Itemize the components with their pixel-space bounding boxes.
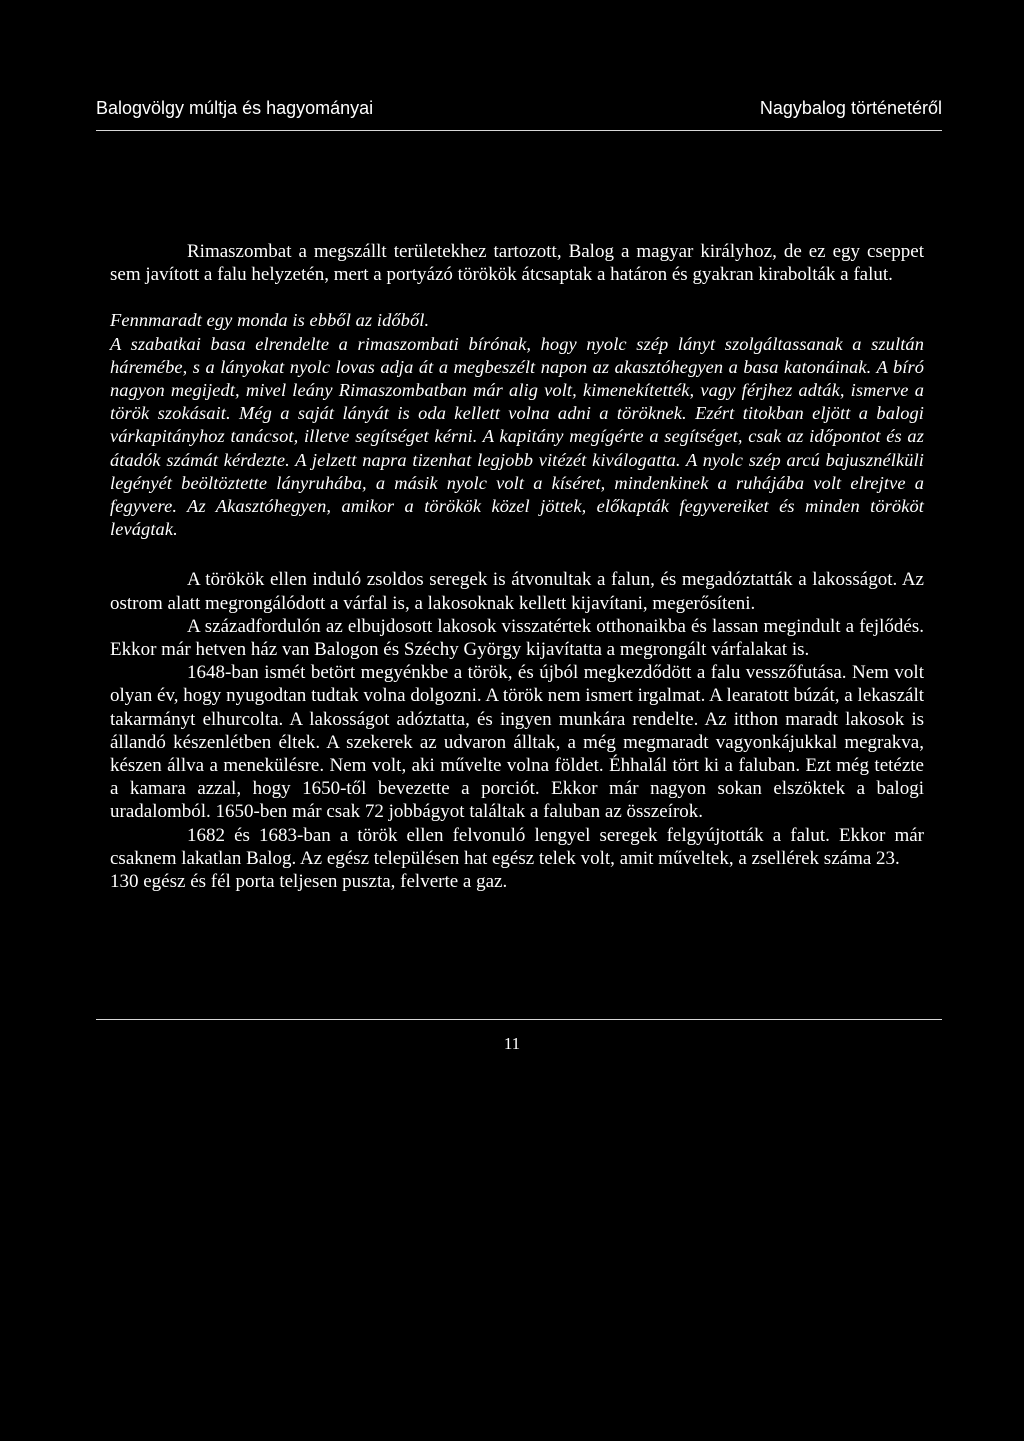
paragraph-1648: 1648-ban ismét betört megyénkbe a török, és újból megkezdődött a falu vesszőfutása. Nem volt olyan év, hogy nyugodtan tudtak volna dolgozni. A török nem ismert irgalmat. A learatott búzát, a lekaszált takarmányt elhurcolta. A lakosságot adóztatta, és ingyen munkára rendelte. Az itthon maradt lakosok is állandó készenlétben éltek. A szekerek az udvaron álltak, a még megmaradt vagyonkájukkal megrakva, készen állva a menekülésre. Nem volt, aki művelte volna földet. Éhhalál tört ki a faluban. Ezt még tetézte a kamara azzal, hogy 1650-től bevezette a porciót. Ekkor már nagyon sokan elszöktek a balogi uradalomból. 1650-ben már csak 72 jobbágyot találtak a faluban az összeírok. [110, 662, 924, 823]
paragraph-occupation: Rimaszombat a megszállt területekhez tartozott, Balog a magyar királyhoz, de ez egy cseppet sem javított a falu helyzetén, mert a portyázó törökök átcsaptak a határon és gyakran kirabolták a falut. [110, 241, 924, 286]
page-number: 11 [503, 1034, 521, 1053]
page-body [110, 240, 924, 893]
legend-text: A szabatkai basa elrendelte a rimaszombati bírónak, hogy nyolc szép lányt szolgáltassanak a szultán háremébe, s a lányokat nyolc lovas adja át a megbeszélt napon az akasztóhegyen a basa katonáinak. A bíró nagyon megijedt, mivel leány Rimaszombatban már alig volt, kimenekítették, vagy férjhez adták, ismerve a török szokásait. Még a saját lányát is oda kellett volna adni a töröknek. Ezért titokban eljött a balogi várkapitányhoz tanácsot, illetve segítséget kérni. A kapitány megígérte a segítséget, csak az időpontot és az átadók számát kérdezte. A jelzett napra tizenhat legjobb vitézét kiválogatta. A nyolc szép arcú bajusznélküli legényét beöltöztette lányruhába, a másik nyolc volt a kíséret, mindenkinek a ruhájába volt elrejtve a fegyvere. Az Akasztóhegyen, amikor a törökök közel jöttek, előkapták fegyvereiket és minden törököt levágtak. [110, 333, 924, 540]
header-chapter-title: Nagybalog történetéről [759, 98, 942, 118]
footer-divider [96, 1019, 942, 1020]
paragraph-turn-of-century: A századfordulón az elbujdosott lakosok visszatértek otthonaikba és lassan megindult a fejlődés. Ekkor már hetven ház van Balogon és Széchy György kijavítatta a megrongált várfalakat is. [110, 615, 924, 661]
paragraph-mercenaries: A törökök ellen induló zsoldos seregek is átvonultak a falun, és megadóztatták a lakosságot. Az ostrom alatt megrongálódott a várfal is, a lakosoknak kellett kijavítani, megerősíteni. [110, 569, 924, 614]
paragraph-puszta: 130 egész és fél porta teljesen puszta, felverte a gaz. [110, 871, 508, 893]
legend-title: Fennmaradt egy monda is ebből az időből. [110, 310, 430, 331]
header-book-title: Balogvölgy múltja és hagyományai [96, 98, 374, 118]
paragraph-1682: 1682 és 1683-ban a török ellen felvonuló lengyel seregek felgyújtották a falut. Ekkor már csaknem lakatlan Balog. Az egész településen hat egész telek volt, amit műveltek, a zsellérek száma 23. [110, 824, 924, 869]
running-header [96, 98, 942, 131]
